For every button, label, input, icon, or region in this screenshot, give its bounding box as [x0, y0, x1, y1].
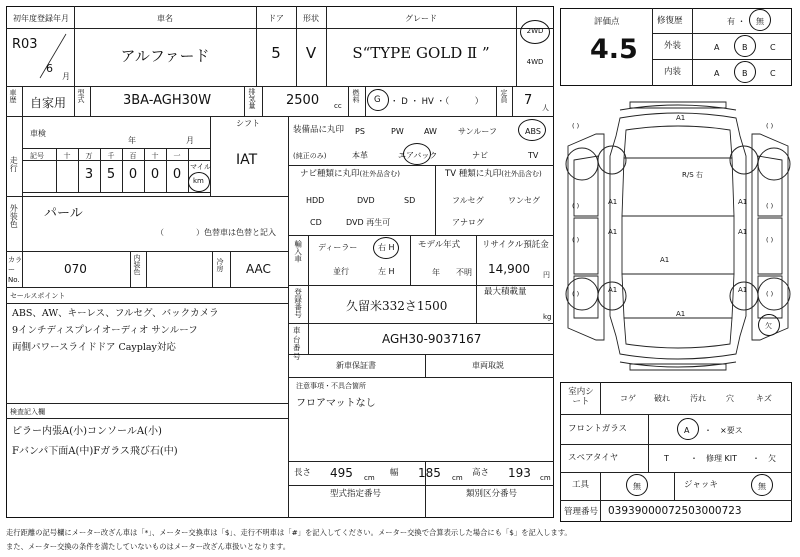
max-load-unit: kg: [543, 313, 552, 321]
sales-line-2: 9インチディスプレイオーディオ サンルーフ: [12, 325, 198, 336]
digit-0: 3: [84, 167, 94, 182]
door-label: ドア: [268, 14, 284, 23]
equip-leather: 本革: [352, 151, 368, 160]
recycle-label: リサイクル預託金: [482, 240, 549, 250]
tv-analog: アナログ: [452, 218, 484, 227]
width-value: 185: [418, 466, 441, 480]
damage-mark-2: A1: [608, 198, 618, 206]
jack-label: ジャッキ: [684, 480, 718, 490]
svg-text:( ): ( ): [766, 122, 774, 130]
seat-stain: 汚れ: [690, 394, 706, 403]
import-left: 左 H: [378, 267, 395, 276]
jack-none: 無: [758, 482, 766, 491]
interior-grade-label: 内装: [664, 67, 682, 77]
inspector-line-2: Fバンパ下面A(中)Fガラス飛び石(中): [12, 446, 178, 457]
digit-1: 5: [106, 167, 116, 182]
damage-mark-3: A1: [738, 198, 748, 206]
color-no-label: カラーNo.: [8, 256, 22, 284]
tools-none: 無: [633, 482, 641, 491]
windshield-a: A: [684, 426, 690, 435]
svg-text:( ): ( ): [766, 290, 774, 298]
repair-label: 修復歴: [657, 16, 683, 26]
digit-head-4: 十: [151, 152, 159, 160]
equipment-label: 装備品に丸印: [293, 125, 345, 135]
spare-t: T: [664, 454, 669, 463]
equip-abs: ABS: [525, 127, 541, 136]
plate-number: 久留米332さ1500: [346, 299, 448, 313]
spare-none: ・ 欠: [752, 454, 776, 463]
height-unit: cm: [540, 474, 551, 482]
sales-points-label: セールスポイント: [10, 292, 66, 300]
exterior-label: 外装: [664, 41, 682, 51]
exterior-color: パール: [44, 206, 83, 221]
car-name-label: 車名: [157, 14, 173, 23]
digit-head-1: 万: [85, 152, 93, 160]
score-label: 評価点: [594, 17, 620, 27]
owner-manual: 車両取説: [472, 361, 504, 370]
length-label: 長さ: [294, 468, 312, 478]
navi-sub: (社外品含む): [359, 170, 400, 178]
footer-note-2: また、メーター交換の条件を満たしていないものはメーター改ざん車扱いとなります。: [6, 542, 290, 551]
navi-label-text: ナビ種類に丸印: [300, 169, 360, 179]
mgmt-number: 03939000072503000723: [608, 505, 742, 517]
drive-4wd: 4WD: [526, 58, 544, 66]
navi-label: [300, 170, 400, 180]
damage-mark-1: A1: [676, 114, 686, 122]
cc-unit: cc: [334, 102, 342, 110]
ext-a: A: [714, 43, 720, 52]
capacity: 7: [524, 93, 533, 108]
usage: 自家用: [30, 96, 67, 110]
damage-mark-9: A1: [676, 310, 686, 318]
windshield-rest: ・ ×要ス: [704, 426, 743, 435]
color-label: 外装色: [9, 204, 19, 228]
kigou-label: 記号: [30, 152, 44, 160]
equip-ps: PS: [355, 127, 365, 136]
mile-unit: マイル: [190, 163, 211, 171]
body-shape: V: [305, 44, 317, 62]
import-parallel: 並行: [333, 267, 349, 276]
model-code: 3BA-AGH30W: [122, 93, 212, 108]
type-designation-label: 型式指定番号: [330, 489, 382, 499]
navi-sd: SD: [404, 196, 416, 205]
class-number-label: 類別区分番号: [466, 489, 518, 499]
svg-text:( ): ( ): [572, 236, 580, 244]
height-label: 高さ: [472, 468, 490, 478]
svg-text:( ): ( ): [766, 236, 774, 244]
usage-label: 車歴: [9, 89, 18, 103]
damage-mark-8: A1: [738, 286, 748, 294]
equip-tv: TV: [528, 151, 539, 160]
shift-label: シフト: [236, 119, 260, 128]
int-c: C: [770, 69, 776, 78]
interior-seat-label: 室内シート: [568, 387, 594, 407]
max-load-label: 最大積載量: [484, 287, 527, 297]
model-year-unknown: 不明: [456, 268, 472, 277]
chassis-number: AGH30-9037167: [382, 332, 482, 346]
inspection-year: 年: [128, 136, 136, 145]
width-unit: cm: [452, 474, 463, 482]
first-reg-era: R03: [12, 37, 38, 52]
fuel-g: G: [374, 95, 381, 105]
ac: AAC: [246, 262, 271, 276]
svg-text:( ): ( ): [572, 290, 580, 298]
repair-yes: 有 ・: [727, 17, 746, 26]
inspection-label: 車検: [30, 129, 46, 138]
score: 4.5: [590, 34, 638, 65]
grade: S“TYPE GOLD Ⅱ ”: [352, 44, 490, 62]
svg-text:( ): ( ): [572, 202, 580, 210]
digit-3: 0: [150, 167, 160, 182]
mgmt-label: 管理番号: [564, 507, 599, 517]
seat-scratch: キズ: [756, 394, 772, 403]
sales-line-1: ABS、AW、キーレス、フルセグ、バックカメラ: [12, 308, 219, 319]
digit-2: 0: [128, 167, 138, 182]
ac-label: 冷房: [216, 258, 225, 272]
digit-4: 0: [172, 167, 182, 182]
tv-oneseg: ワンセグ: [508, 196, 540, 205]
capacity-unit: 人: [542, 104, 549, 112]
tv-fullseg: フルセグ: [452, 196, 484, 205]
length-unit: cm: [364, 474, 375, 482]
plate-label: 登録番号: [293, 288, 303, 318]
glass-chip-mark: 欠: [765, 322, 772, 330]
color-note: （ ）色替車は色替と記入: [156, 228, 276, 237]
int-b: B: [742, 69, 748, 78]
drive-2wd: 2WD: [526, 27, 544, 35]
tv-sub: (社外品含む): [501, 170, 542, 178]
length-value: 495: [330, 466, 353, 480]
seat-hole: 穴: [726, 394, 734, 403]
svg-text:( ): ( ): [572, 122, 580, 130]
inspector-label: 検査記入欄: [10, 408, 45, 416]
footer-note-1: 走行距離の記号欄にメーター改ざん車は「*」、メーター交換車は「$」、走行不明車は「#」を記入してください。メーター交換で合算表示した場合にも「$」を記入します。: [6, 528, 572, 537]
import-dealer: ディーラー: [318, 243, 358, 252]
roof-mark: R/S 右: [682, 171, 703, 179]
damage-mark-7: A1: [608, 286, 618, 294]
door-count: 5: [271, 44, 281, 62]
shift: IAT: [236, 152, 258, 168]
navi-dvd: DVD: [357, 196, 375, 205]
chassis-label: 車台番号: [293, 326, 301, 361]
digit-head-5: 一: [173, 152, 181, 160]
notes-label: 注意事項・不具合箇所: [296, 382, 366, 390]
sales-line-3: 両側パワースライドドア Cayplay対応: [12, 342, 176, 353]
grade-label: グレード: [405, 14, 437, 23]
height-value: 193: [508, 466, 531, 480]
damage-mark-4: A1: [608, 228, 618, 236]
model-year-label: モデル年式: [418, 240, 461, 250]
digit-head-3: 百: [129, 152, 137, 160]
spare-kit: ・ 修理 KIT: [690, 454, 738, 463]
navi-dvd-play: DVD 再生可: [346, 218, 391, 227]
displacement: 2500: [286, 93, 320, 108]
equip-airbag: エアバック: [398, 151, 438, 160]
inspection-month: 月: [186, 136, 194, 145]
car-name: アルファード: [120, 47, 210, 65]
displacement-label: 排気量: [248, 88, 257, 109]
navi-cd: CD: [310, 218, 322, 227]
damage-mark-5: A1: [738, 228, 748, 236]
notes-value: フロアマットなし: [296, 398, 376, 409]
tv-label-text: TV 種類に丸印: [445, 169, 502, 179]
import-right: 右 H: [378, 243, 395, 252]
seat-burn: コゲ: [620, 394, 636, 403]
repair-none: 無: [756, 17, 764, 26]
equip-pw: PW: [391, 127, 404, 136]
interior-color-label: 内装色: [133, 254, 142, 275]
fuel-options: ・ D ・ HV ・（ ）: [390, 97, 484, 107]
tools-label: 工具: [572, 480, 590, 490]
navi-hdd: HDD: [306, 196, 325, 205]
recycle-fee: 14,900: [488, 262, 530, 276]
km-unit: km: [193, 177, 204, 185]
digit-head-0: 十: [63, 152, 71, 160]
tv-label: [445, 170, 542, 180]
width-label: 幅: [390, 468, 399, 478]
shape-label: 形状: [303, 14, 319, 23]
svg-text:( ): ( ): [766, 202, 774, 210]
seat-tear: 破れ: [654, 394, 670, 403]
model-label: 型式: [77, 89, 86, 103]
fuel-label: 燃料: [352, 89, 361, 103]
int-a: A: [714, 69, 720, 78]
mileage-label: 走行: [9, 156, 19, 172]
inspector-line-1: ピラー内張A(小)コンソールA(小): [12, 426, 162, 437]
digit-head-2: 千: [107, 152, 115, 160]
first-reg-month: 6: [46, 62, 53, 75]
spare-tire-label: スペアタイヤ: [568, 453, 619, 463]
recycle-yen: 円: [543, 271, 550, 279]
equip-navi: ナビ: [472, 151, 488, 160]
model-year-year: 年: [432, 268, 440, 277]
windshield-label: フロントガラス: [568, 424, 627, 434]
color-no: 070: [64, 262, 87, 276]
new-car-warranty: 新車保証書: [336, 361, 376, 370]
month-unit: 月: [62, 72, 70, 81]
capacity-label: 定員: [500, 89, 509, 103]
import-label: 輸入車: [293, 240, 303, 263]
first-reg-label: 初年度登録年月: [13, 14, 69, 23]
damage-mark-6: A1: [660, 256, 670, 264]
equipment-sub: (純正のみ): [293, 152, 327, 160]
equip-aw: AW: [424, 127, 437, 136]
ext-b: B: [742, 43, 748, 52]
equip-sunroof: サンルーフ: [458, 127, 497, 136]
ext-c: C: [770, 43, 776, 52]
